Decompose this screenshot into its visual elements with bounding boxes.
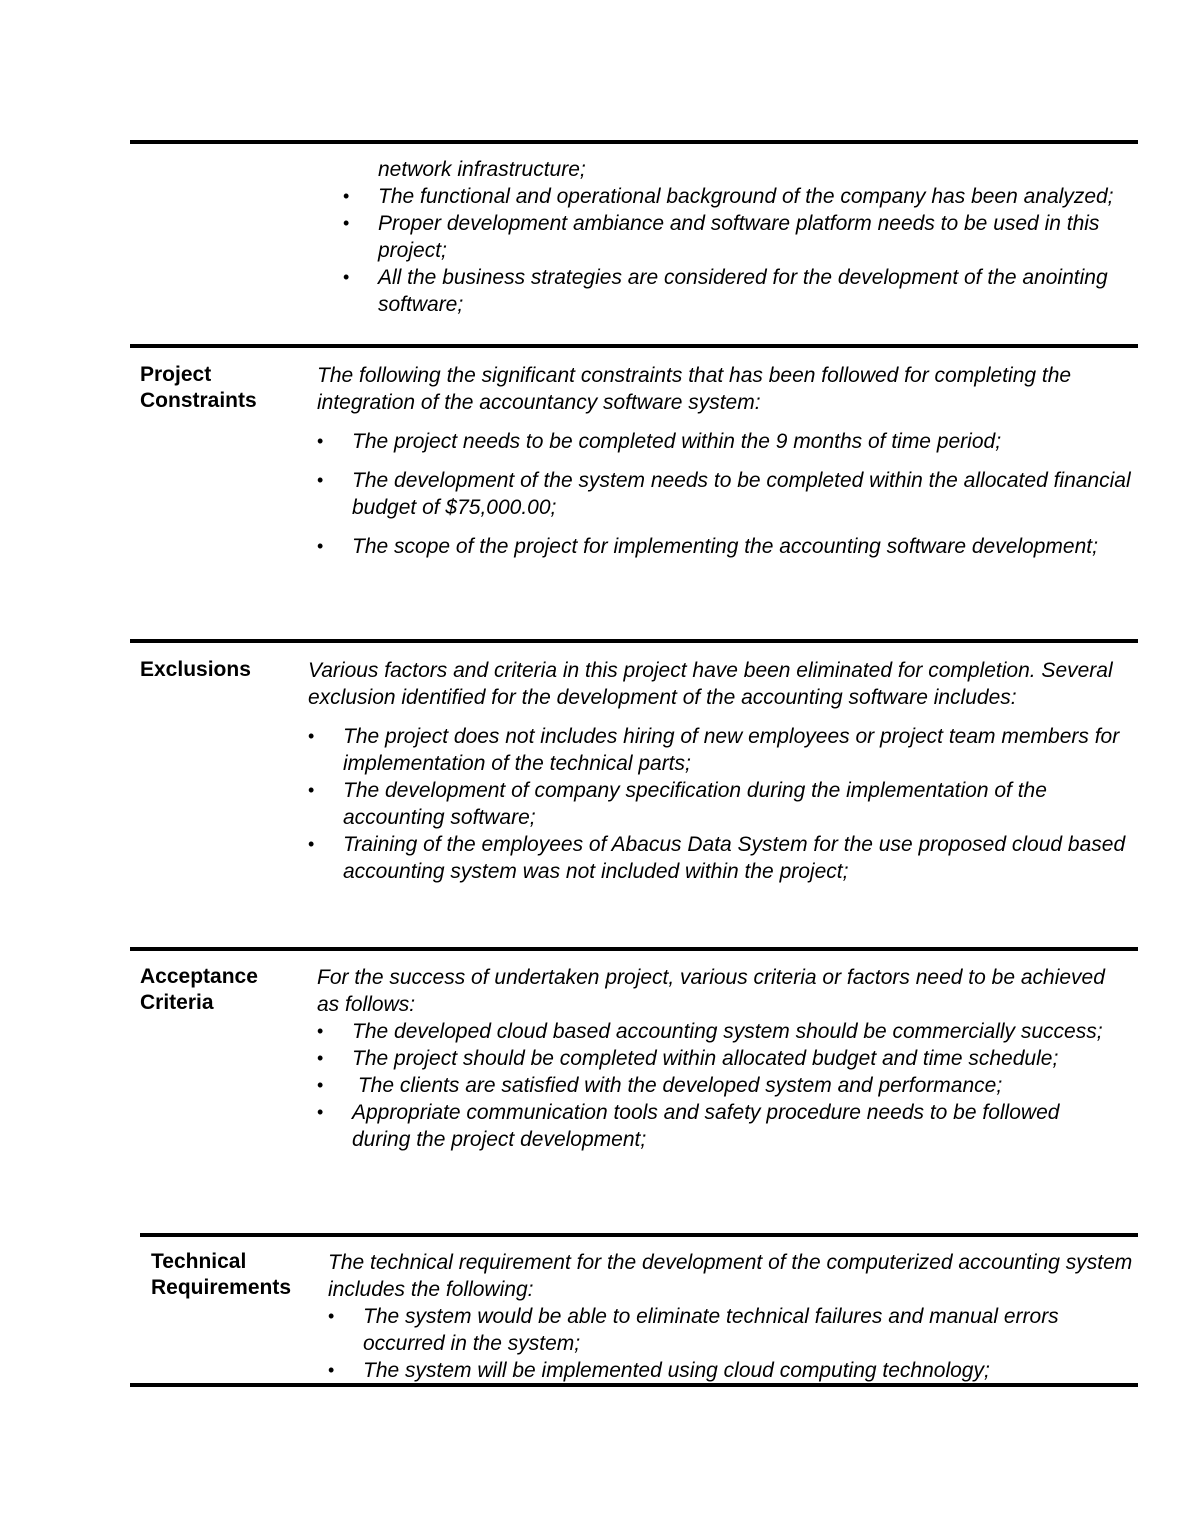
list-item: • Proper development ambiance and software platform needs to be used in this project;: [343, 212, 1100, 262]
acceptance-criteria-content: [317, 964, 1122, 1153]
continuation-list: [343, 156, 1138, 318]
acceptance-criteria-label: Acceptance Criteria: [140, 965, 258, 1014]
bullet-icon: •: [317, 536, 324, 556]
list-item: • The project does not includes hiring of new employees or project team members for implementation of the technical parts;: [308, 725, 1120, 775]
list-item: • All the business strategies are considered for the development of the anointing software;: [343, 266, 1108, 316]
exclusions-intro: Various factors and criteria in this project have been eliminated for completion. Several exclusion identified for the development of the accounting software includes:: [308, 659, 1113, 709]
exclusions-content: [308, 657, 1133, 885]
exclusions-list: [308, 723, 1133, 885]
bullet-icon: •: [317, 1102, 324, 1122]
bullet-icon: •: [308, 780, 315, 800]
bullet-icon: •: [317, 1021, 324, 1041]
project-constraints-content: [317, 362, 1132, 560]
list-item: • The functional and operational background of the company has been analyzed;: [343, 185, 1114, 208]
technical-requirements-intro: The technical requirement for the development of the computerized accounting system includes the following:: [328, 1251, 1133, 1301]
bullet-icon: •: [343, 213, 350, 233]
table-rule-technical: [140, 1233, 1138, 1237]
exclusions-label: Exclusions: [140, 658, 251, 681]
bullet-icon: •: [317, 1048, 324, 1068]
list-item: • The development of company specification during the implementation of the accounting software;: [308, 779, 1047, 829]
project-constraints-label: Project Constraints: [140, 363, 257, 412]
list-item: • Training of the employees of Abacus Data System for the use proposed cloud based accounting system was not included within the project;: [308, 833, 1126, 883]
bullet-icon: •: [308, 726, 315, 746]
list-item: • The scope of the project for implementing the accounting software development;: [317, 535, 1098, 558]
bullet-icon: •: [343, 186, 350, 206]
acceptance-criteria-intro: For the success of undertaken project, various criteria or factors need to be achieved as follows:: [317, 966, 1105, 1016]
bullet-icon: •: [343, 267, 350, 287]
table-rule-top: [130, 140, 1138, 144]
list-item: • The system will be implemented using cloud computing technology;: [328, 1359, 990, 1382]
list-item: • The development of the system needs to be completed within the allocated financial budget of $75,000.00;: [317, 469, 1131, 519]
list-item: network infrastructure;: [378, 158, 586, 181]
table-rule-acceptance: [130, 947, 1138, 951]
technical-requirements-content: [328, 1249, 1138, 1384]
list-item: • The project should be completed within allocated budget and time schedule;: [317, 1047, 1059, 1070]
bullet-icon: •: [317, 1075, 324, 1095]
bullet-icon: •: [328, 1306, 335, 1326]
technical-requirements-label: Technical Requirements: [151, 1250, 292, 1299]
technical-requirements-list: [328, 1303, 1138, 1384]
bullet-icon: •: [317, 470, 324, 490]
bullet-icon: •: [328, 1360, 335, 1380]
bullet-icon: •: [317, 431, 324, 451]
bullet-icon: •: [308, 834, 315, 854]
list-item: • The clients are satisfied with the developed system and performance;: [317, 1074, 1003, 1097]
project-constraints-intro: The following the significant constraints that has been followed for completing the integration of the accountancy software system:: [317, 364, 1072, 414]
table-rule-exclusions: [130, 639, 1138, 643]
list-item: • The developed cloud based accounting system should be commercially success;: [317, 1020, 1103, 1043]
list-item: • The system would be able to eliminate technical failures and manual errors occurred in the system;: [328, 1305, 1059, 1355]
acceptance-criteria-list: [317, 1018, 1122, 1153]
project-constraints-list: [317, 428, 1132, 560]
table-rule-constraints: [130, 344, 1138, 348]
list-item: • The project needs to be completed within the 9 months of time period;: [317, 430, 1002, 453]
list-item: • Appropriate communication tools and safety procedure needs to be followed during the project development;: [317, 1101, 1060, 1151]
